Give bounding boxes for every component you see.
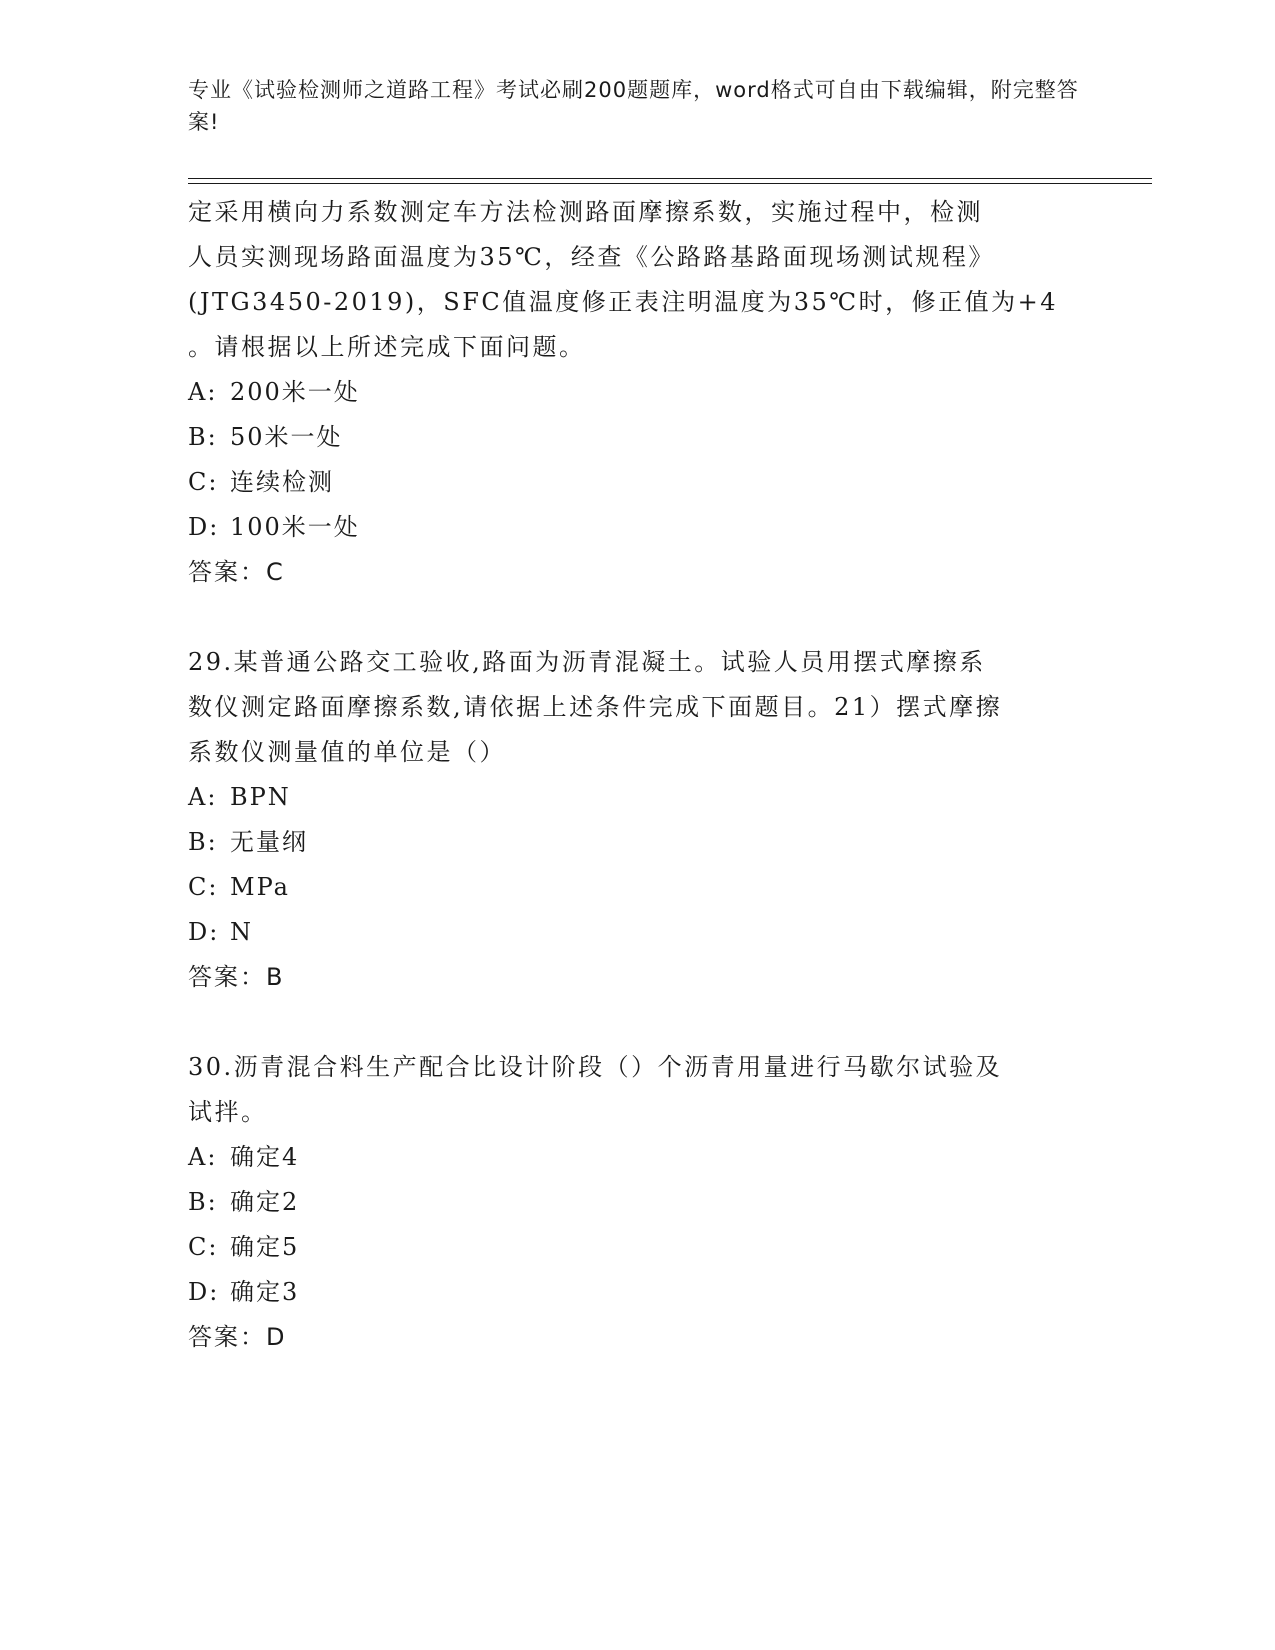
question-line: 定采用横向力系数测定车方法检测路面摩擦系数，实施过程中，检测 <box>188 198 983 226</box>
question-line: 试拌。 <box>188 1098 268 1126</box>
option-text: 50米一处 <box>230 423 343 451</box>
question-block <box>188 1045 1088 1360</box>
option-c <box>188 460 1088 505</box>
option-a <box>188 1135 1088 1180</box>
option-text: 确定5 <box>230 1233 300 1261</box>
option-letter: A: <box>188 783 218 811</box>
option-d <box>188 1270 1088 1315</box>
question-block <box>188 640 1088 1000</box>
option-text: BPN <box>230 783 291 811</box>
option-d <box>188 910 1088 955</box>
option-b <box>188 1180 1088 1225</box>
option-letter: A: <box>188 378 218 406</box>
option-letter: C: <box>188 468 219 496</box>
question-line: 数仪测定路面摩擦系数,请依据上述条件完成下面题目。21）摆式摩擦 <box>188 693 1003 721</box>
option-text: 确定4 <box>230 1143 300 1171</box>
option-text: 连续检测 <box>230 468 334 496</box>
option-letter: D: <box>188 513 220 541</box>
option-a <box>188 370 1088 415</box>
option-text: MPa <box>230 873 290 901</box>
question-line: 29.某普通公路交工验收,路面为沥青混凝土。试验人员用摆式摩擦系 <box>188 648 986 676</box>
question-line: 人员实测现场路面温度为35℃，经查《公路路基路面现场测试规程》 <box>188 243 995 271</box>
option-text: 无量纲 <box>230 828 308 856</box>
question-block <box>188 190 1088 595</box>
option-letter: C: <box>188 873 219 901</box>
page-header <box>188 74 1088 138</box>
option-letter: B: <box>188 1188 218 1216</box>
header-divider-top <box>188 178 1152 179</box>
option-letter: A: <box>188 1143 218 1171</box>
question-line: 系数仪测量值的单位是（） <box>188 738 506 766</box>
answer-text: 答案：D <box>188 1323 287 1351</box>
option-d <box>188 505 1088 550</box>
header-divider-bottom <box>188 183 1152 184</box>
option-letter: D: <box>188 918 220 946</box>
option-text: 确定2 <box>230 1188 300 1216</box>
option-letter: C: <box>188 1233 219 1261</box>
spacer <box>188 595 1088 640</box>
option-text: 200米一处 <box>230 378 360 406</box>
option-letter: D: <box>188 1278 220 1306</box>
option-letter: B: <box>188 423 218 451</box>
question-line: 。请根据以上所述完成下面问题。 <box>188 333 586 361</box>
option-text: N <box>230 918 253 946</box>
option-a <box>188 775 1088 820</box>
question-line: (JTG3450-2019)，SFC值温度修正表注明温度为35℃时，修正值为+4 <box>188 288 1059 316</box>
option-c <box>188 1225 1088 1270</box>
option-letter: B: <box>188 828 218 856</box>
spacer <box>188 1000 1088 1045</box>
answer-text: 答案：B <box>188 963 285 991</box>
option-b <box>188 415 1088 460</box>
question-list <box>188 190 1088 1360</box>
option-c <box>188 865 1088 910</box>
option-text: 100米一处 <box>230 513 360 541</box>
option-b <box>188 820 1088 865</box>
option-text: 确定3 <box>230 1278 300 1306</box>
header-title: 专业《试验检测师之道路工程》考试必刷200题题库，word格式可自由下载编辑，附完整答案! <box>188 78 1079 134</box>
answer-text: 答案：C <box>188 558 285 586</box>
question-line: 30.沥青混合料生产配合比设计阶段（）个沥青用量进行马歇尔试验及 <box>188 1053 1003 1081</box>
